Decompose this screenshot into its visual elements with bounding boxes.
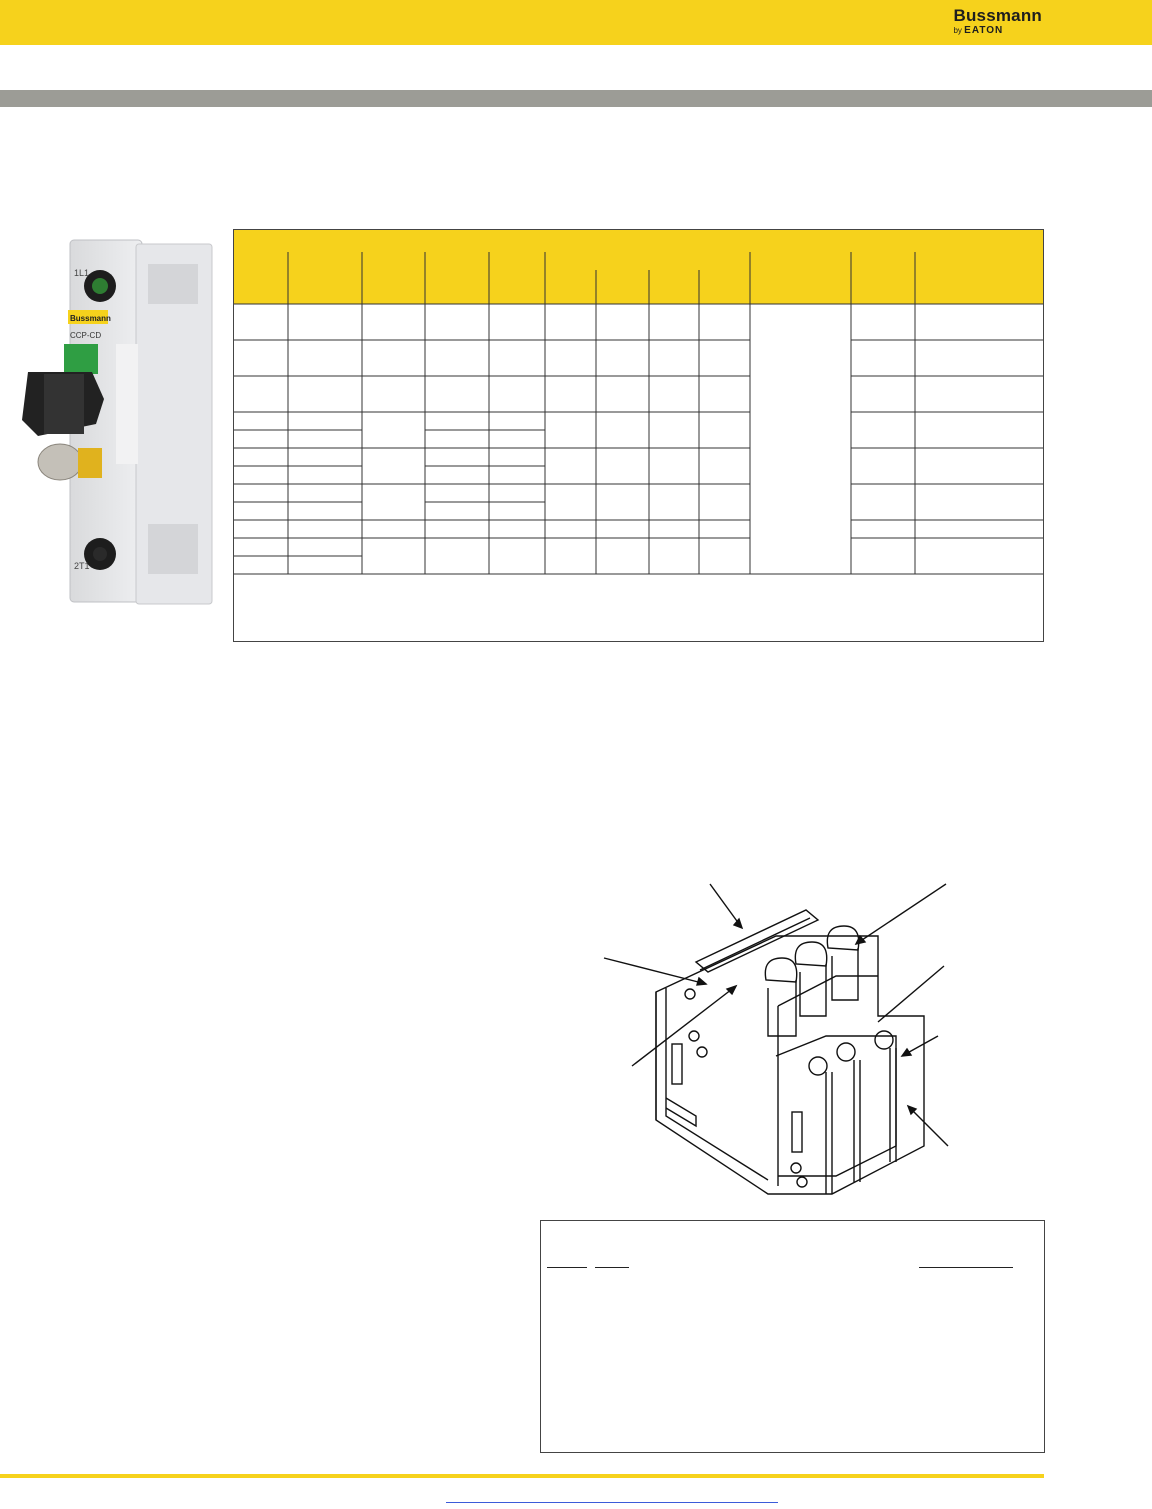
brand-logo: [953, 7, 1042, 36]
footer-link-underline[interactable]: [446, 1502, 778, 1503]
svg-text:CCP-CD: CCP-CD: [70, 331, 102, 340]
brand-sub: [953, 26, 1042, 36]
product-photo: [8, 224, 218, 608]
spec-table-grid: [234, 230, 1043, 641]
parts-legend-box: [540, 1220, 1045, 1453]
holder-drawing: [596, 876, 966, 1206]
terminal-top-label: 1L1: [74, 268, 90, 278]
legend-col-rule: [919, 1267, 1013, 1268]
brand-name: Bussmann: [953, 6, 1042, 25]
legend-col-rule: [595, 1267, 629, 1268]
svg-text:Bussmann: Bussmann: [70, 314, 111, 323]
spec-table: [233, 229, 1044, 642]
brand-by: by: [953, 26, 962, 35]
footer-rule: [0, 1474, 1044, 1478]
brand-parent: EATON: [964, 25, 1004, 36]
legend-col-rule: [547, 1267, 587, 1268]
terminal-bottom-label: 2T1: [74, 561, 90, 571]
section-divider: [0, 90, 1152, 107]
